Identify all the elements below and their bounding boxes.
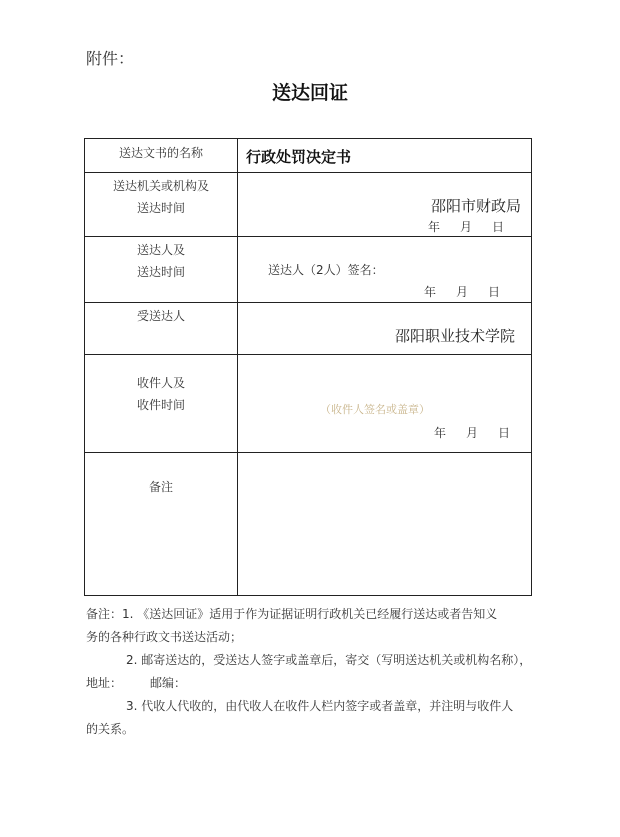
row-sending-agency — [85, 173, 531, 237]
remarks-value-cell[interactable] — [238, 453, 531, 595]
server-label-line2: 送达时间 — [136, 265, 185, 279]
receiver-date — [434, 424, 510, 441]
date-year: 年 — [434, 426, 447, 440]
sending-agency-label-line2: 送达时间 — [136, 201, 185, 215]
receiver-label-line2: 收件时间 — [136, 398, 185, 412]
recipient-label: 受送达人 — [136, 309, 185, 323]
receiver-value-cell[interactable] — [238, 355, 531, 452]
recipient-label-cell — [85, 303, 238, 354]
document-name-label: 送达文书的名称 — [118, 146, 203, 160]
note-address-label: 地址： — [86, 676, 123, 690]
date-month: 月 — [466, 426, 479, 440]
sending-agency-value-cell[interactable] — [238, 173, 531, 236]
document-name-value-cell[interactable] — [238, 139, 531, 172]
date-day: 日 — [492, 220, 505, 234]
server-label-cell — [85, 237, 238, 302]
sending-agency-date — [428, 218, 504, 235]
receiver-label-line1: 收件人及 — [136, 376, 185, 390]
document-name-value: 行政处罚决定书 — [246, 148, 352, 166]
attachment-label: 附件： — [86, 49, 135, 68]
note-line-2: 务的各种行政文书送达活动； — [86, 630, 243, 644]
row-recipient — [85, 303, 531, 355]
row-receiver — [85, 355, 531, 453]
sending-agency-value: 邵阳市财政局 — [430, 197, 521, 215]
note-line-4 — [86, 672, 534, 695]
note-line-1: 备注：1. 《送达回证》适用于作为证据证明行政机关已经履行送达或者告知义 — [86, 607, 498, 621]
remarks-label-cell — [85, 453, 238, 595]
note-postcode-label: 邮编： — [150, 676, 187, 690]
row-document-name — [85, 139, 531, 173]
row-remarks — [85, 453, 531, 595]
page-title: 送达回证 — [271, 82, 348, 104]
server-signature-label: 送达人（2人）签名： — [268, 263, 384, 277]
recipient-value: 邵阳职业技术学院 — [394, 327, 515, 345]
receiver-label-cell — [85, 355, 238, 452]
row-server — [85, 237, 531, 303]
date-year: 年 — [424, 285, 437, 299]
server-label-line1: 送达人及 — [136, 243, 185, 257]
sending-agency-label-cell — [85, 173, 238, 236]
recipient-value-cell[interactable] — [238, 303, 531, 354]
delivery-receipt-form — [84, 138, 532, 596]
date-month: 月 — [460, 220, 473, 234]
remarks-label: 备注 — [148, 480, 173, 494]
date-year: 年 — [428, 220, 441, 234]
date-day: 日 — [488, 285, 501, 299]
document-name-label-cell — [85, 139, 238, 172]
note-line-5: 3. 代收人代收的，由代收人在收件人栏内签字或者盖章，并注明与收件人 — [126, 699, 514, 713]
receiver-signature-placeholder: （收件人签名或盖章） — [320, 403, 430, 416]
note-line-6: 的关系。 — [86, 722, 135, 736]
note-line-3: 2. 邮寄送达的，受送达人签字或盖章后，寄交（写明送达机关或机构名称）， — [126, 653, 532, 667]
server-value-cell[interactable] — [238, 237, 531, 302]
date-month: 月 — [456, 285, 469, 299]
server-date — [424, 283, 500, 300]
footnotes — [86, 603, 534, 741]
date-day: 日 — [498, 426, 511, 440]
sending-agency-label-line1: 送达机关或机构及 — [112, 179, 209, 193]
